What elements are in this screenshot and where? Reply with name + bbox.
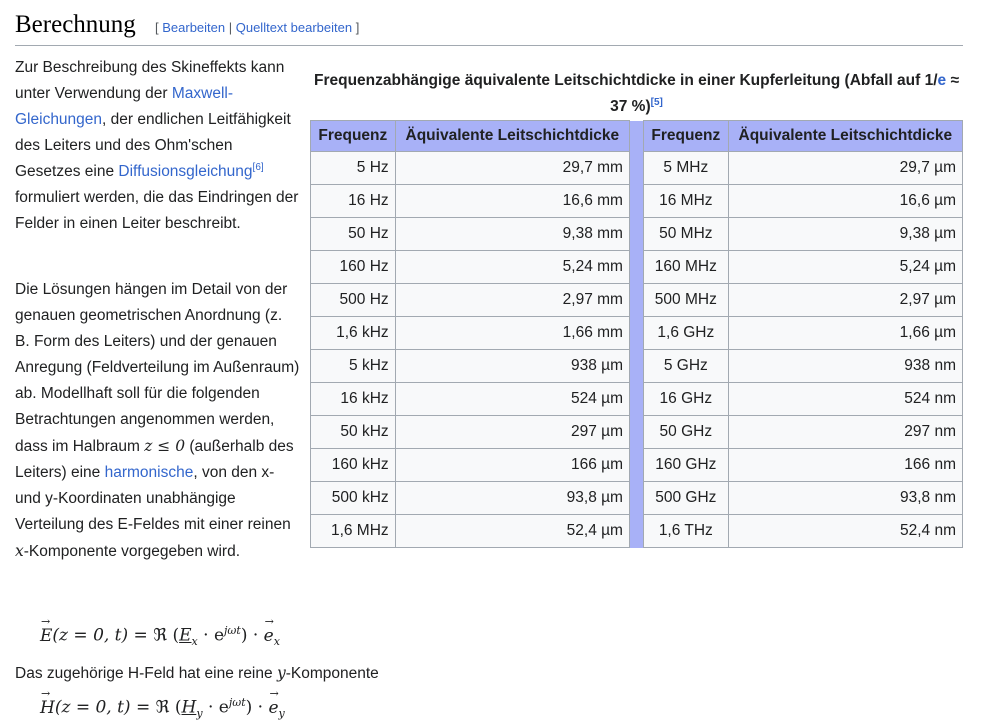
column-separator: [629, 317, 643, 350]
frequency-cell: 5 GHz: [643, 350, 728, 383]
equation-paren: (: [169, 697, 182, 718]
paragraph-text: Die Lösungen hängen im Detail von der genauen geometrischen Anordnung (z. B. Form des Leiters) und der genauen Anregung (Feldverteilung im Außenraum) ab. Modellhaft soll für die folgenden Betrachtungen angenommen werden, dass im Halbraum: [15, 281, 300, 455]
section-heading: [15, 10, 963, 46]
unit-vector-x: → e: [264, 626, 274, 646]
harmonic-link[interactable]: harmonische: [104, 464, 194, 481]
h-amplitude-symbol: H: [181, 697, 197, 718]
column-separator: [629, 350, 643, 383]
edit-source-link[interactable]: Quelltext bearbeiten: [235, 20, 353, 35]
column-header-frequency: Frequenz: [643, 121, 728, 152]
frequency-cell: 5 Hz: [311, 152, 396, 185]
equation-paren: (: [167, 625, 180, 646]
caption-text: Frequenzabhängige äquivalente Leitschichtdicke in einer Kupferleitung (Abfall auf 1/: [313, 72, 938, 89]
maxwell-equations-link[interactable]: Maxwell-Gleichungen: [15, 85, 233, 128]
frequency-cell: 50 kHz: [311, 416, 396, 449]
e-amplitude-symbol: E: [179, 625, 192, 646]
table-row: [311, 350, 963, 383]
column-separator: [629, 152, 643, 185]
column-separator: [629, 218, 643, 251]
e-amplitude-subscript: x: [191, 635, 198, 649]
table-header-row: [311, 121, 963, 152]
table-row: [311, 515, 963, 548]
diffusion-equation-link[interactable]: Diffusionsgleichung: [118, 163, 253, 180]
reference-5-link[interactable]: [5]: [650, 96, 663, 108]
edit-link[interactable]: Bearbeiten: [162, 20, 226, 35]
halfspace-condition-math: z ≤ 0: [144, 437, 186, 455]
table-row: [311, 284, 963, 317]
h-amplitude-subscript: y: [196, 707, 203, 721]
skin-depth-cell: 93,8 nm: [728, 482, 962, 515]
table-body: [311, 152, 963, 548]
skin-depth-cell: 93,8 µm: [395, 482, 629, 515]
h-field-equation: [40, 696, 285, 720]
x-component-math: x: [15, 542, 24, 560]
skin-depth-cell: 16,6 mm: [395, 185, 629, 218]
paragraph-text: , der endlichen Leitfähigkeit des Leiters und des Ohm'schen Gesetzes eine: [15, 111, 291, 180]
frequency-cell: 500 Hz: [311, 284, 396, 317]
y-component-math: y: [276, 664, 286, 682]
frequency-cell: 1,6 THz: [643, 515, 728, 548]
equation-arguments: (z = 0, t) =: [52, 625, 154, 646]
skin-depth-cell: 938 nm: [728, 350, 962, 383]
frequency-cell: 5 MHz: [643, 152, 728, 185]
frequency-cell: 160 Hz: [311, 251, 396, 284]
column-separator: [629, 251, 643, 284]
skin-depth-cell: 524 µm: [395, 383, 629, 416]
equation-paren: ) ·: [245, 697, 269, 718]
caption-text: ≈ 37 %): [610, 72, 959, 115]
e-field-equation: [40, 624, 280, 648]
paragraph-model: [15, 277, 300, 565]
table-row: [311, 218, 963, 251]
unit-vector-subscript: x: [273, 635, 280, 649]
frequency-cell: 1,6 kHz: [311, 317, 396, 350]
skin-depth-cell: 9,38 µm: [728, 218, 962, 251]
paragraph-text: , von den x- und y-Koordinaten unabhängige Verteilung des E-Feldes mit einer reinen: [15, 464, 291, 533]
frequency-cell: 16 kHz: [311, 383, 396, 416]
frequency-cell: 160 MHz: [643, 251, 728, 284]
equation-exponential: · e: [197, 625, 225, 646]
section-edit-links: [155, 20, 359, 35]
sentence-text: -Komponente: [285, 665, 379, 682]
edit-divider: |: [225, 20, 236, 35]
table-row: [311, 185, 963, 218]
unit-vector-subscript: y: [278, 707, 285, 721]
column-separator: [629, 482, 643, 515]
skin-depth-cell: 5,24 µm: [728, 251, 962, 284]
h-field-sentence: [15, 660, 379, 687]
equation-paren: ) ·: [240, 625, 264, 646]
skin-depth-cell: 166 µm: [395, 449, 629, 482]
table-row: [311, 317, 963, 350]
unit-vector-y: → e: [268, 698, 278, 718]
frequency-cell: 5 kHz: [311, 350, 396, 383]
real-part-symbol: ℜ: [155, 697, 170, 718]
table-row: [311, 449, 963, 482]
skin-depth-cell: 9,38 mm: [395, 218, 629, 251]
column-header-skin-depth: Äquivalente Leitschichtdicke: [395, 121, 629, 152]
skin-depth-cell: 29,7 µm: [728, 152, 962, 185]
paragraph-text: Zur Beschreibung des Skineffekts kann unter Verwendung der: [15, 59, 285, 102]
section-title: Berechnung: [15, 11, 136, 38]
real-part-symbol: ℜ: [153, 625, 168, 646]
column-separator: [629, 383, 643, 416]
column-header-skin-depth: Äquivalente Leitschichtdicke: [728, 121, 962, 152]
table-row: [311, 152, 963, 185]
skin-depth-cell: 297 nm: [728, 416, 962, 449]
skin-depth-cell: 1,66 µm: [728, 317, 962, 350]
frequency-cell: 16 GHz: [643, 383, 728, 416]
skin-depth-cell: 16,6 µm: [728, 185, 962, 218]
skin-depth-cell: 2,97 µm: [728, 284, 962, 317]
e-vector-symbol: → E: [40, 626, 52, 646]
euler-number-link[interactable]: e: [937, 72, 947, 89]
skin-depth-cell: 5,24 mm: [395, 251, 629, 284]
h-vector-symbol: → H: [40, 698, 55, 718]
skin-depth-cell: 524 nm: [728, 383, 962, 416]
edit-bracket-close: ]: [352, 20, 360, 35]
skin-depth-table: [310, 120, 963, 548]
table-row: [311, 482, 963, 515]
column-separator: [629, 515, 643, 548]
edit-bracket-open: [: [155, 20, 163, 35]
skin-depth-cell: 166 nm: [728, 449, 962, 482]
frequency-cell: 160 GHz: [643, 449, 728, 482]
column-header-frequency: Frequenz: [311, 121, 396, 152]
frequency-cell: 50 MHz: [643, 218, 728, 251]
frequency-cell: 16 Hz: [311, 185, 396, 218]
frequency-cell: 1,6 GHz: [643, 317, 728, 350]
skin-depth-cell: 52,4 µm: [395, 515, 629, 548]
skin-depth-cell: 2,97 mm: [395, 284, 629, 317]
table-row: [311, 416, 963, 449]
table-caption: [310, 68, 963, 120]
frequency-cell: 50 Hz: [311, 218, 396, 251]
frequency-cell: 500 GHz: [643, 482, 728, 515]
skin-depth-cell: 297 µm: [395, 416, 629, 449]
paragraph-intro: [15, 55, 300, 237]
equation-arguments: (z = 0, t) =: [54, 697, 156, 718]
column-separator: [629, 284, 643, 317]
equation-exponent: jωt: [224, 624, 241, 637]
skin-depth-cell: 1,66 mm: [395, 317, 629, 350]
table-row: [311, 251, 963, 284]
frequency-cell: 500 kHz: [311, 482, 396, 515]
frequency-cell: 160 kHz: [311, 449, 396, 482]
reference-6-link[interactable]: [6]: [252, 161, 264, 173]
frequency-cell: 50 GHz: [643, 416, 728, 449]
skin-depth-cell: 52,4 nm: [728, 515, 962, 548]
table-row: [311, 383, 963, 416]
skin-depth-cell: 938 µm: [395, 350, 629, 383]
equation-exponent: jωt: [228, 696, 246, 709]
paragraph-text: (außerhalb des Leiters) eine: [15, 438, 294, 481]
equation-exponential: · e: [202, 697, 229, 718]
column-separator: [629, 449, 643, 482]
column-separator: [629, 185, 643, 218]
column-separator: [629, 121, 643, 152]
frequency-cell: 1,6 MHz: [311, 515, 396, 548]
skin-depth-cell: 29,7 mm: [395, 152, 629, 185]
frequency-cell: 16 MHz: [643, 185, 728, 218]
column-separator: [629, 416, 643, 449]
paragraph-text: -Komponente vorgegeben wird.: [23, 543, 241, 560]
sentence-text: Das zugehörige H-Feld hat eine reine: [15, 665, 277, 682]
frequency-cell: 500 MHz: [643, 284, 728, 317]
paragraph-text: formuliert werden, die das Eindringen der Felder in einen Leiter beschreibt.: [15, 189, 299, 232]
